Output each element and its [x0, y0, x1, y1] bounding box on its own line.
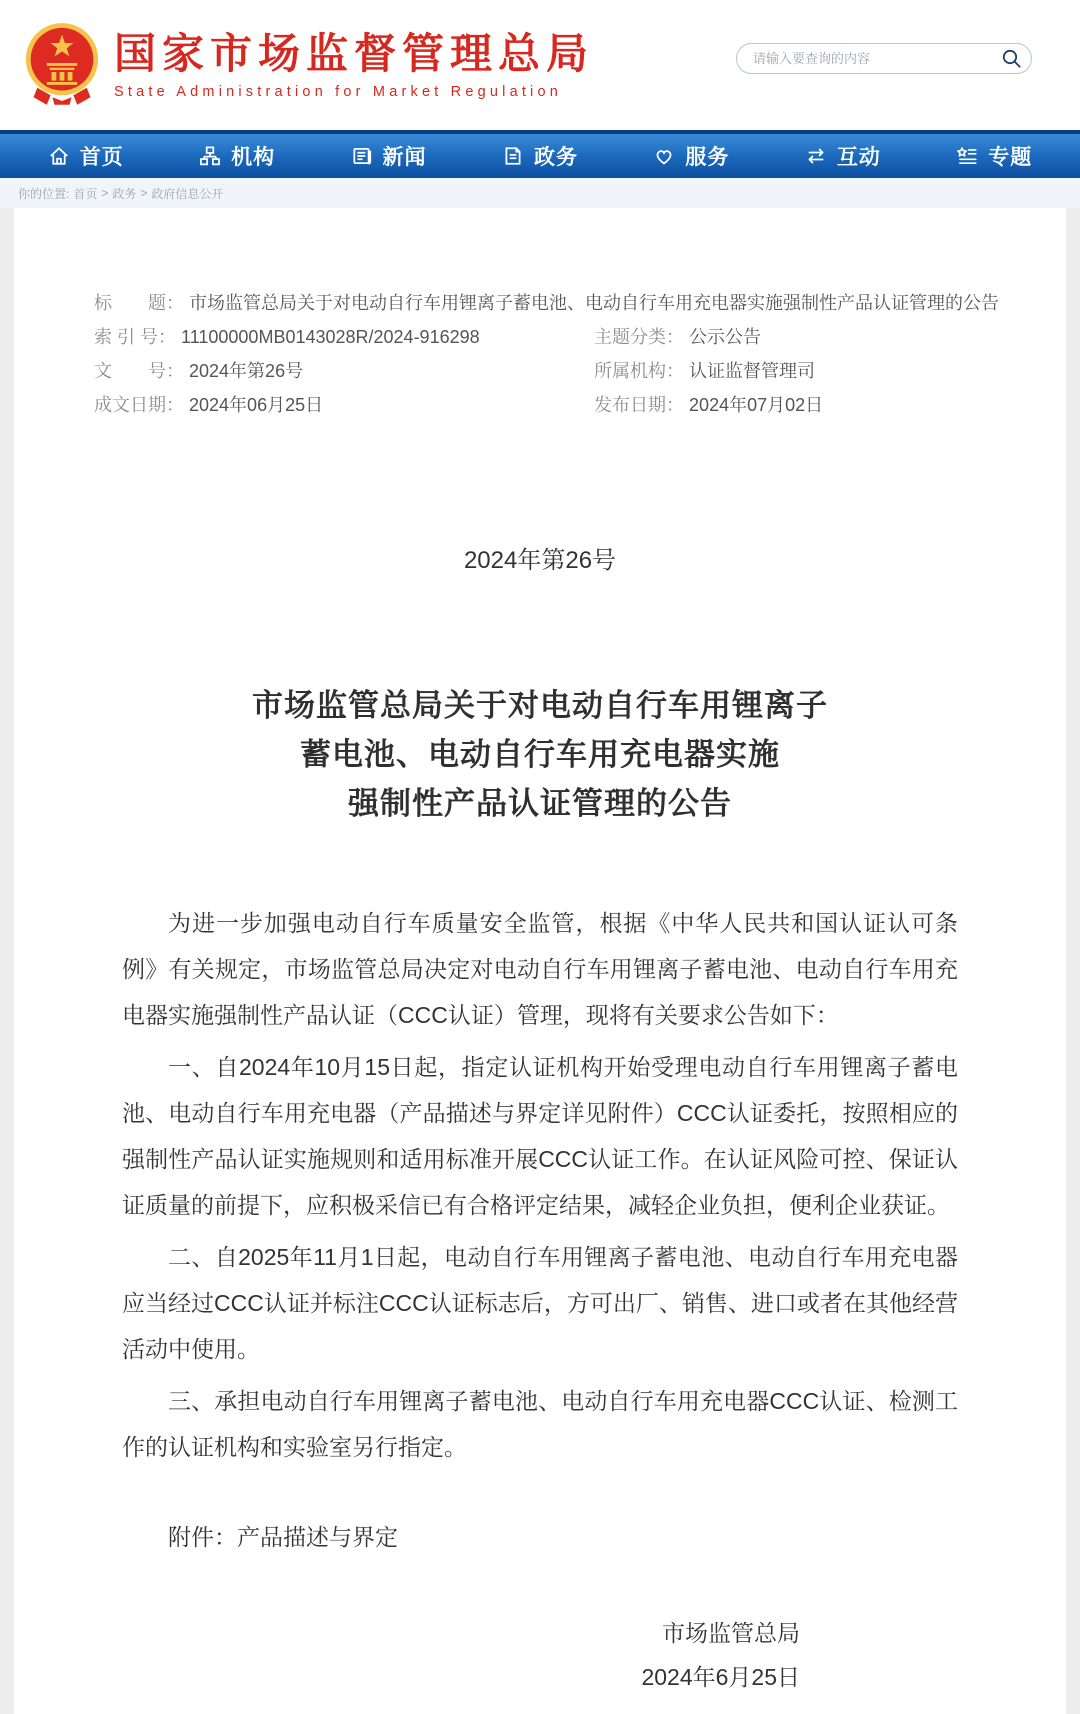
meta-value: 2024年06月25日	[189, 395, 324, 415]
announcement-title	[14, 681, 1066, 828]
home-icon	[48, 145, 70, 167]
meta-value-title: 市场监管总局关于对电动自行车用锂离子蓄电池、电动自行车用充电器实施强制性产品认证管理的公告	[189, 293, 1000, 313]
signature-block	[122, 1610, 958, 1700]
meta-value: 2024年07月02日	[689, 395, 824, 415]
nav-label: 新闻	[382, 146, 427, 169]
breadcrumb-item-home[interactable]: 首页	[73, 186, 98, 201]
brand-text	[114, 30, 594, 99]
nav-label: 服务	[685, 146, 730, 169]
meta-row-issuing-department	[594, 354, 1020, 388]
meta-row-written-date	[94, 388, 594, 422]
main-nav	[0, 130, 1080, 178]
article-page	[14, 208, 1066, 1714]
meta-value: 11100000MB0143028R/2024-916298	[181, 327, 480, 347]
star-list-icon	[956, 145, 978, 167]
attachment-line: 附件：产品描述与界定	[168, 1524, 398, 1550]
meta-label: 索 引 号：	[94, 327, 177, 347]
site-logo[interactable]	[24, 21, 594, 110]
title-line: 市场监管总局关于对电动自行车用锂离子	[252, 688, 828, 723]
nav-item-services[interactable]	[653, 141, 729, 171]
meta-row-title	[94, 286, 1020, 320]
signature-date: 2024年6月25日	[641, 1664, 800, 1690]
site-header	[0, 0, 1080, 130]
meta-row-topic-category	[594, 320, 1020, 354]
meta-label: 所属机构：	[594, 361, 685, 381]
announcement-body	[14, 900, 1066, 1700]
search-input[interactable]	[736, 43, 1032, 74]
org-chart-icon	[199, 145, 221, 167]
nav-label: 政务	[533, 146, 578, 169]
signature-org: 市场监管总局	[662, 1620, 800, 1646]
breadcrumb-item-gov[interactable]: 政务	[112, 186, 137, 201]
document-icon	[502, 145, 524, 167]
breadcrumb-separator: >	[140, 186, 148, 200]
search-box	[736, 43, 1032, 74]
meta-row-index-number	[94, 320, 594, 354]
org-name-en: State Administration for Market Regulation	[114, 83, 563, 100]
meta-label: 成文日期：	[94, 395, 184, 415]
nav-item-topics[interactable]	[956, 141, 1032, 171]
nav-item-interaction[interactable]	[805, 141, 881, 171]
announcement-number: 2024年第26号	[463, 547, 617, 574]
meta-value: 2024年第26号	[189, 361, 304, 381]
meta-label: 主题分类：	[594, 327, 685, 347]
breadcrumb	[0, 178, 1080, 208]
paragraph-intro: 为进一步加强电动自行车质量安全监管，根据《中华人民共和国认证认可条例》有关规定，市场监管总局决定对电动自行车用锂离子蓄电池、电动自行车用充电器实施强制性产品认证（CCC认证）管理，现将有关要求公告如下：	[122, 910, 958, 1028]
exchange-arrows-icon	[805, 145, 827, 167]
meta-label: 文 号：	[94, 361, 184, 381]
nav-item-government-affairs[interactable]	[502, 141, 578, 171]
meta-label: 发布日期：	[594, 395, 685, 415]
breadcrumb-item-info-disclosure[interactable]: 政府信息公开	[151, 186, 224, 201]
meta-grid	[94, 320, 1020, 422]
org-name-cn: 国家市场监督管理总局	[114, 30, 595, 78]
title-line: 蓄电池、电动自行车用充电器实施	[300, 737, 780, 772]
nav-label: 专题	[988, 146, 1033, 169]
meta-row-doc-number	[94, 354, 594, 388]
breadcrumb-separator: >	[101, 186, 109, 200]
title-line: 强制性产品认证管理的公告	[348, 786, 732, 821]
document-meta	[94, 286, 1020, 422]
meta-label-title: 标 题：	[94, 293, 184, 313]
national-emblem-icon	[24, 21, 100, 110]
nav-label: 机构	[231, 146, 276, 169]
meta-value: 认证监督管理司	[689, 361, 816, 381]
meta-value: 公示公告	[689, 327, 762, 347]
nav-label: 互动	[836, 146, 881, 169]
breadcrumb-prefix: 你的位置:	[18, 186, 70, 201]
nav-label: 首页	[79, 146, 124, 169]
paragraph-item-2: 二、自2025年11月1日起，电动自行车用锂离子蓄电池、电动自行车用充电器应当经过CCC认证并标注CCC认证标志后，方可出厂、销售、进口或者在其他经营活动中使用。	[122, 1244, 958, 1362]
nav-item-news[interactable]	[351, 141, 427, 171]
heart-icon	[653, 145, 675, 167]
paragraph-item-3: 三、承担电动自行车用锂离子蓄电池、电动自行车用充电器CCC认证、检测工作的认证机构和实验室另行指定。	[122, 1388, 958, 1460]
nav-item-organization[interactable]	[199, 141, 275, 171]
newspaper-icon	[351, 145, 373, 167]
nav-item-home[interactable]	[48, 141, 124, 171]
paragraph-item-1: 一、自2024年10月15日起，指定认证机构开始受理电动自行车用锂离子蓄电池、电动自行车用充电器（产品描述与界定详见附件）CCC认证委托，按照相应的强制性产品认证实施规则和适用标准开展CCC认证工作。在认证风险可控、保证认证质量的前提下，应积极采信已有合格评定结果，减轻企业负担，便利企业获证。	[122, 1054, 958, 1218]
search-icon[interactable]	[1001, 48, 1022, 69]
meta-row-publish-date	[594, 388, 1020, 422]
